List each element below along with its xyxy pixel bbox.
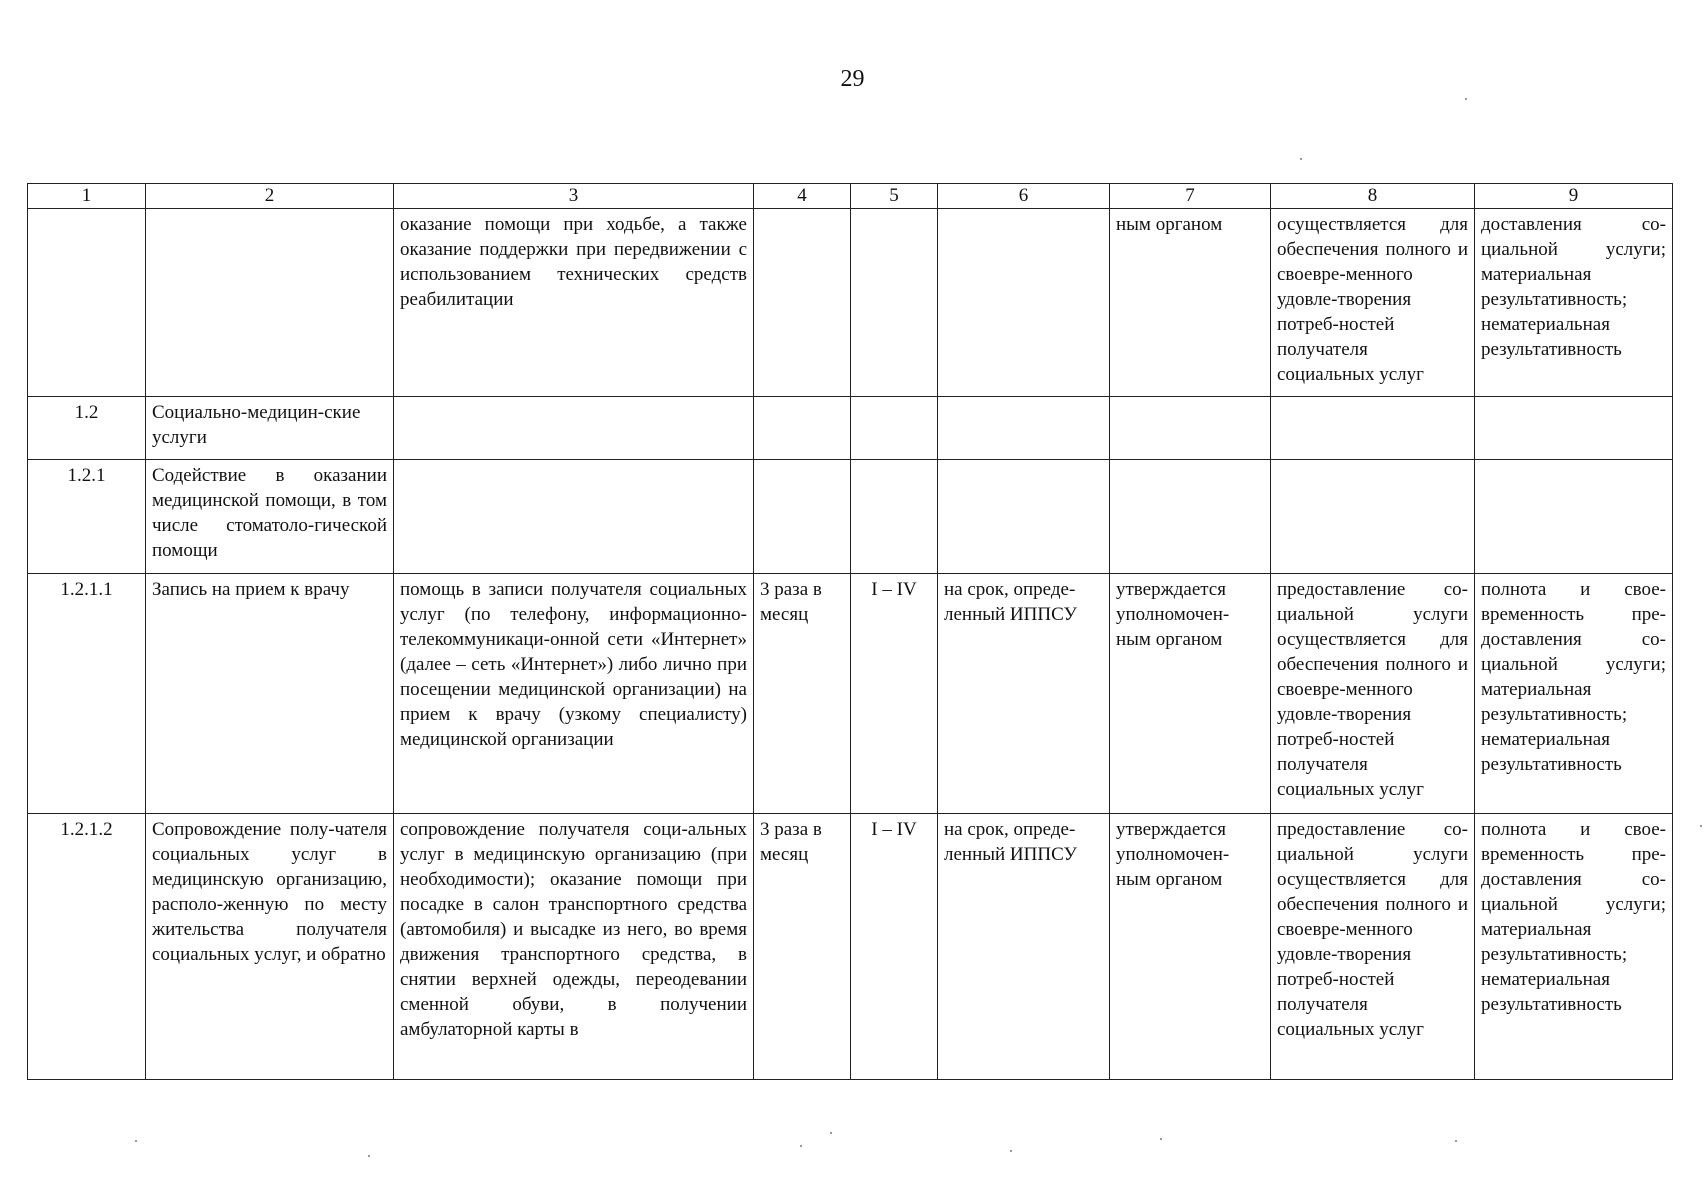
page-number: 29 <box>840 66 865 92</box>
scan-speck <box>800 1145 802 1147</box>
service-term: на срок, опреде-ленный ИППСУ <box>938 814 1110 1080</box>
scan-speck <box>1700 825 1702 827</box>
service-group <box>851 397 938 460</box>
service-indicators <box>1475 397 1673 460</box>
table-row <box>28 397 1673 460</box>
table-row <box>28 209 1673 397</box>
service-group: I – IV <box>851 814 938 1080</box>
service-indicators: полнота и свое-временность пре-доставления со-циальной услуги; материальная результативность; нематериальная результативность <box>1475 574 1673 814</box>
service-frequency: 3 раза в месяц <box>754 574 851 814</box>
service-term: на срок, опреде-ленный ИППСУ <box>938 574 1110 814</box>
service-indicators: доставления со-циальной услуги; материальная результативность; нематериальная результативность <box>1475 209 1673 397</box>
row-number: 1.2.1 <box>28 460 146 574</box>
service-tariff <box>1110 397 1271 460</box>
service-name <box>146 209 394 397</box>
scan-speck <box>1010 1150 1012 1152</box>
service-group <box>851 460 938 574</box>
service-frequency <box>754 209 851 397</box>
service-description: сопровождение получателя соци-альных услуг в медицинскую организацию (при необходимости); оказание помощи при посадке в салон транспортного средства (автомобиля) и высадке из него, во время движения транспортного средства, в снятии верхней одежды, переодевании сменной обуви, в получении амбулаторной карты в <box>394 814 754 1080</box>
service-name: Запись на прием к врачу <box>146 574 394 814</box>
service-indicators <box>1475 460 1673 574</box>
service-frequency <box>754 460 851 574</box>
service-conditions: предоставление со-циальной услуги осуществляется для обеспечения полного и своевре-менного удовле-творения потреб-ностей получателя социальных услуг <box>1271 814 1475 1080</box>
service-group <box>851 209 938 397</box>
header-row <box>28 184 1673 209</box>
table-row <box>28 574 1673 814</box>
header-cell-9: 9 <box>1475 184 1673 209</box>
service-term <box>938 397 1110 460</box>
service-description <box>394 460 754 574</box>
service-term <box>938 460 1110 574</box>
service-description: помощь в записи получателя социальных услуг (по телефону, информационно-телекоммуникаци-онной сети «Интернет» (далее – сеть «Интернет») либо лично при посещении медицинской организации) на прием к врачу (узкому специалисту) медицинской организации <box>394 574 754 814</box>
service-tariff: утверждается уполномочен-ным органом <box>1110 574 1271 814</box>
service-conditions <box>1271 397 1475 460</box>
services-table <box>27 183 1673 1080</box>
service-name: Социально-медицин-ские услуги <box>146 397 394 460</box>
header-cell-7: 7 <box>1110 184 1271 209</box>
header-cell-6: 6 <box>938 184 1110 209</box>
service-term <box>938 209 1110 397</box>
service-description <box>394 397 754 460</box>
table-row <box>28 460 1673 574</box>
service-frequency: 3 раза в месяц <box>754 814 851 1080</box>
service-tariff: утверждается уполномочен-ным органом <box>1110 814 1271 1080</box>
row-number: 1.2.1.2 <box>28 814 146 1080</box>
header-cell-4: 4 <box>754 184 851 209</box>
table-row <box>28 814 1673 1080</box>
row-number <box>28 209 146 397</box>
service-conditions: осуществляется для обеспечения полного и своевре-менного удовле-творения потреб-ностей получателя социальных услуг <box>1271 209 1475 397</box>
service-conditions: предоставление со-циальной услуги осуществляется для обеспечения полного и своевре-менного удовле-творения потреб-ностей получателя социальных услуг <box>1271 574 1475 814</box>
scan-speck <box>1465 98 1467 100</box>
service-frequency <box>754 397 851 460</box>
service-description: оказание помощи при ходьбе, а также оказание поддержки при передвижении с использованием технических средств реабилитации <box>394 209 754 397</box>
service-tariff <box>1110 460 1271 574</box>
scan-speck <box>1160 1138 1162 1140</box>
service-group: I – IV <box>851 574 938 814</box>
service-name: Содействие в оказании медицинской помощи, в том числе стоматоло-гической помощи <box>146 460 394 574</box>
service-tariff: ным органом <box>1110 209 1271 397</box>
scan-speck <box>1455 1140 1457 1142</box>
scan-speck <box>368 1155 370 1157</box>
row-number: 1.2 <box>28 397 146 460</box>
service-conditions <box>1271 460 1475 574</box>
scan-speck <box>830 1132 832 1134</box>
service-name: Сопровождение полу-чателя социальных услуг в медицинскую организацию, располо-женную по месту жительства получателя социальных услуг, и обратно <box>146 814 394 1080</box>
header-cell-8: 8 <box>1271 184 1475 209</box>
scan-speck <box>135 1140 137 1142</box>
header-cell-1: 1 <box>28 184 146 209</box>
service-indicators: полнота и свое-временность пре-доставления со-циальной услуги; материальная результативность; нематериальная результативность <box>1475 814 1673 1080</box>
row-number: 1.2.1.1 <box>28 574 146 814</box>
header-cell-3: 3 <box>394 184 754 209</box>
scan-speck <box>1300 158 1302 160</box>
header-cell-2: 2 <box>146 184 394 209</box>
header-cell-5: 5 <box>851 184 938 209</box>
